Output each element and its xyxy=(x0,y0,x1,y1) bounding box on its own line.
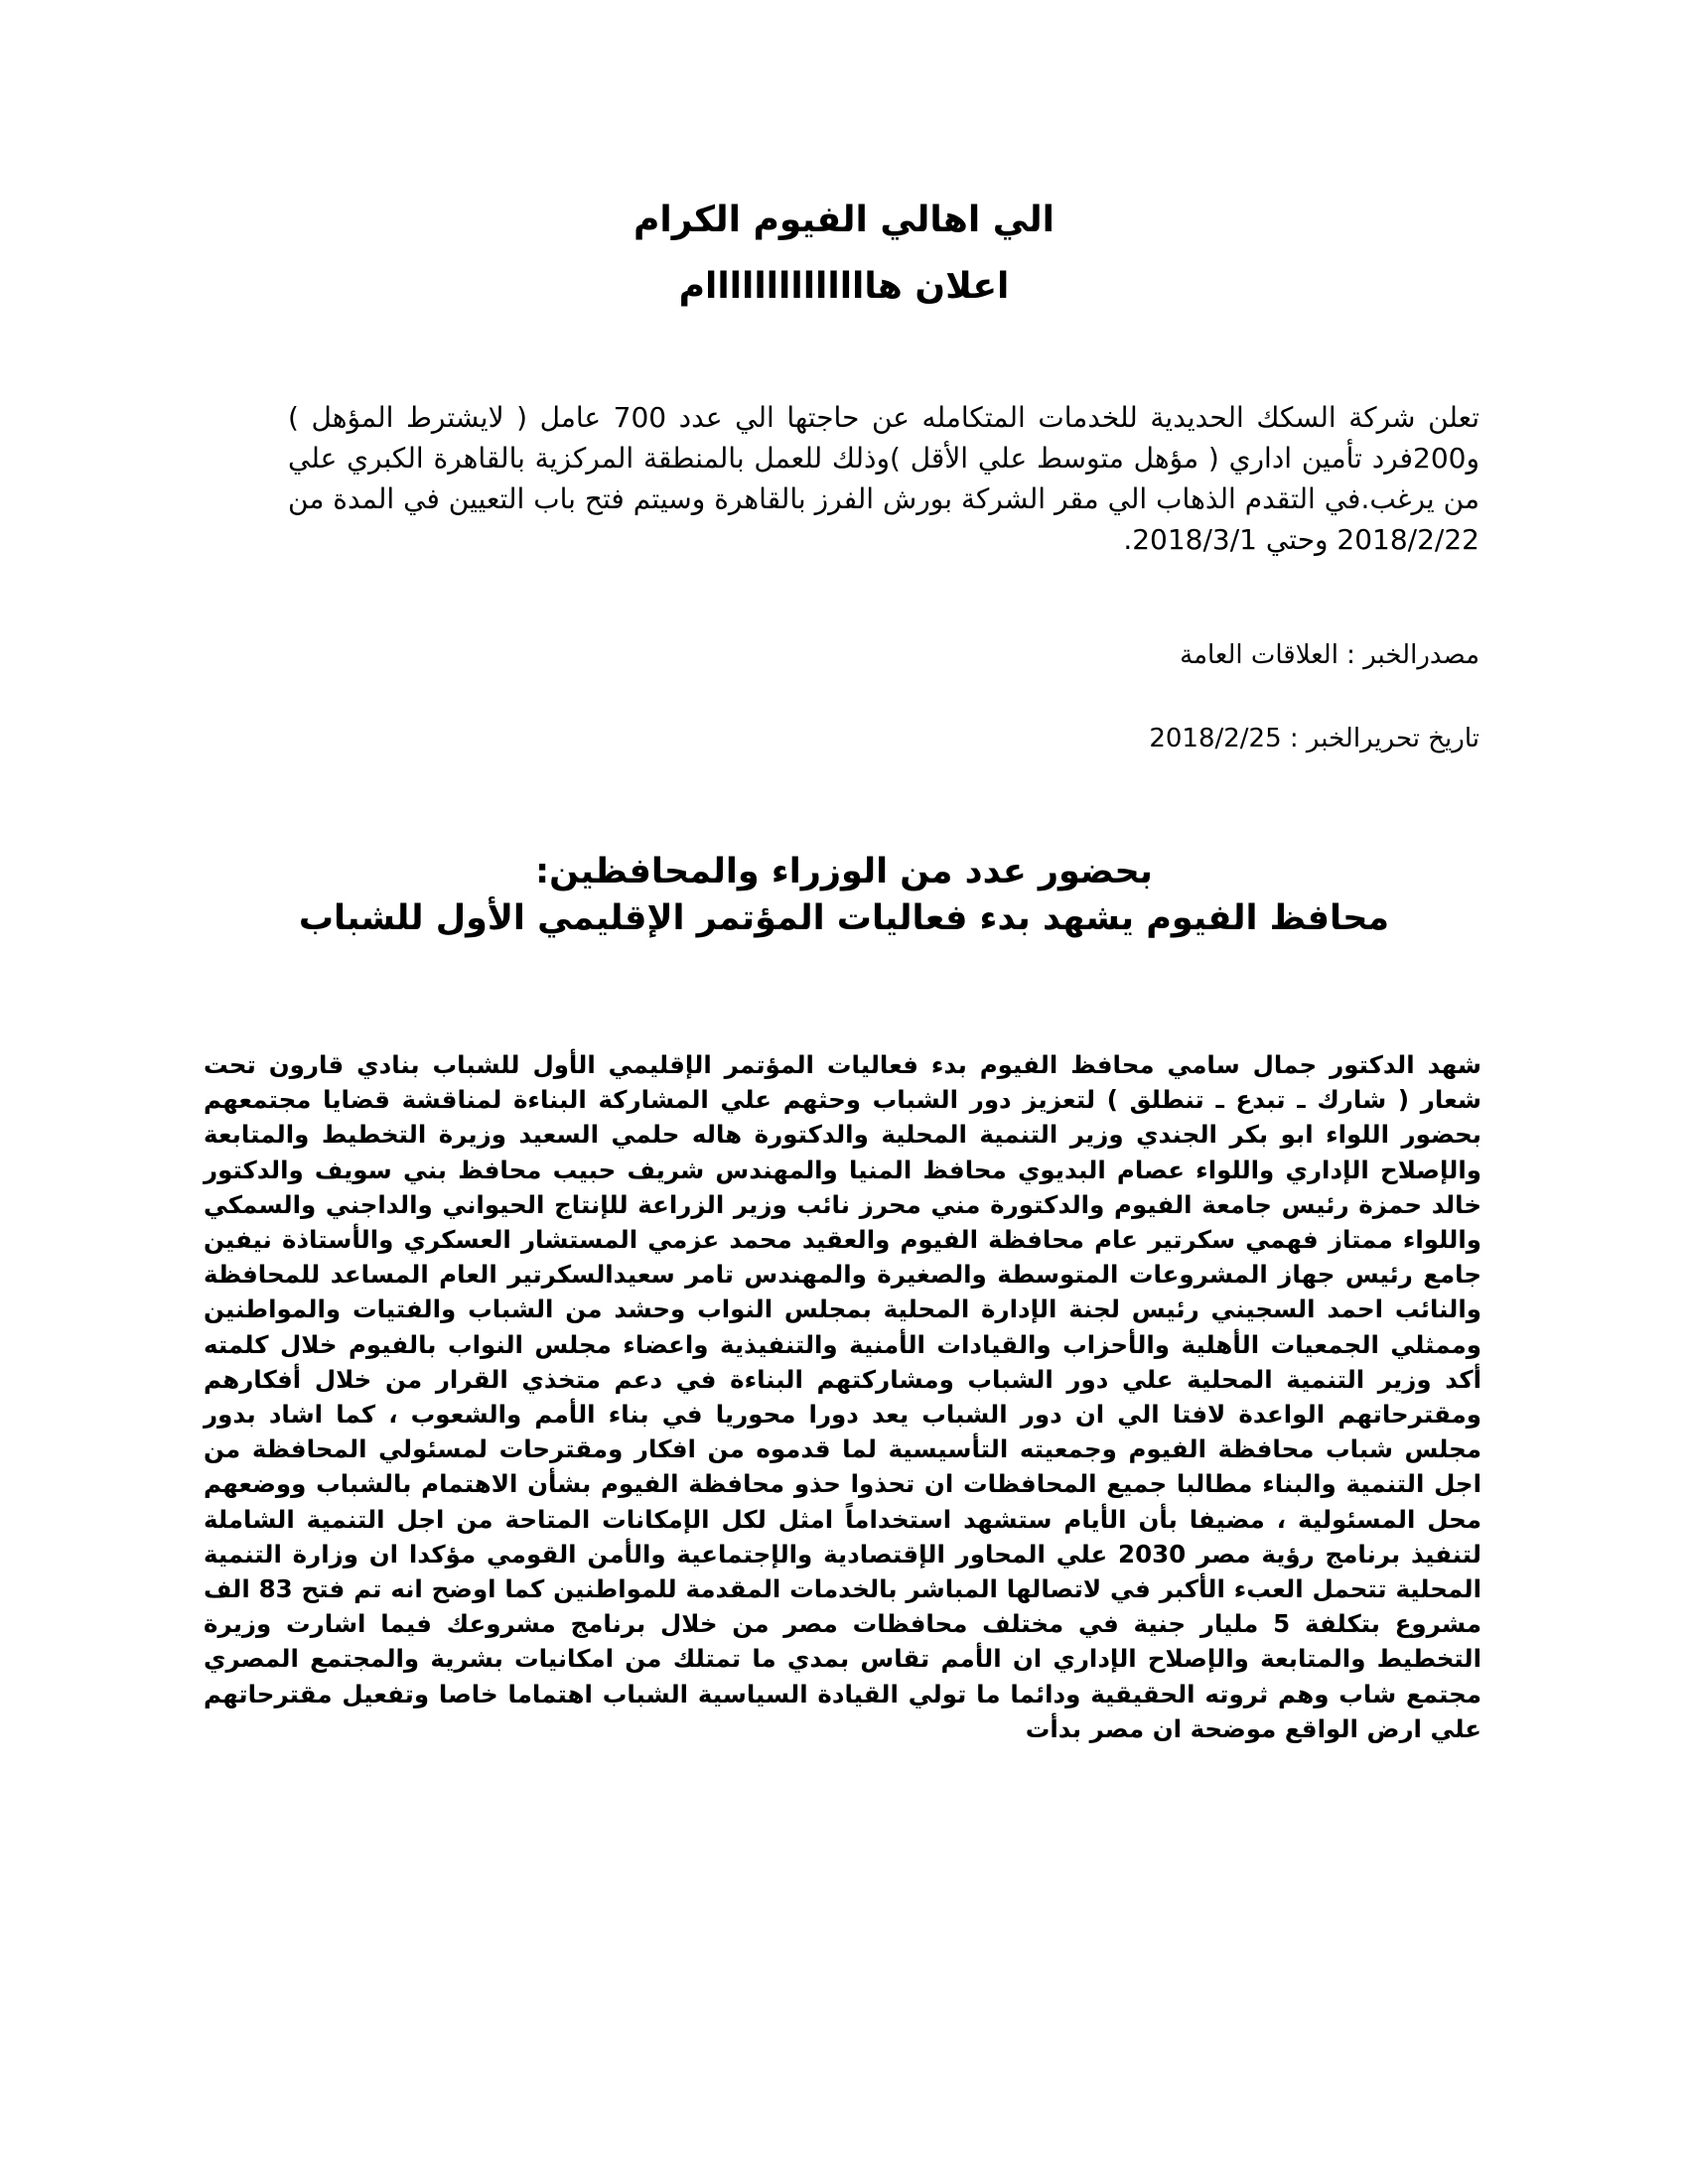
article-headline-line1: بحضور عدد من الوزراء والمحافظين: xyxy=(535,852,1153,891)
news-date: تاريخ تحريرالخبر : 2018/2/25 xyxy=(1149,724,1479,753)
article-headline xyxy=(0,849,1688,942)
announcement-title-line2: اعلان هاااااااااااااام xyxy=(678,266,1010,307)
article-body: شهد الدكتور جمال سامي محافظ الفيوم بدء فعاليات المؤتمر الإقليمي الأول للشباب بنادي قارون تحت شعار ( شارك ـ تبدع ـ تنطلق ) لتعزيز دور الشباب وحثهم علي المشاركة البناءة لمناقشة قضايا مجتمعهم بحضور اللواء ابو بكر الجندي وزير التنمية المحلية والدكتورة هاله حلمي السعيد وزيرة التخطيط والمتابعة والإصلاح الإداري واللواء عصام البديوي محافظ المنيا والمهندس شريف حبيب محافظ بني سويف والدكتور خالد حمزة رئيس جامعة الفيوم والدكتورة مني محرز نائب وزير الزراعة للإنتاج الحيواني والداجني والسمكي واللواء ممتاز فهمي سكرتير عام محافظة الفيوم والعقيد محمد عزمي المستشار العسكري والأستاذة نيفين جامع رئيس جهاز المشروعات المتوسطة والصغيرة والمهندس تامر سعيدالسكرتير العام المساعد للمحافظة والنائب احمد السجيني رئيس لجنة الإدارة المحلية بمجلس النواب وحشد من الشباب والفتيات والمواطنين وممثلي الجمعيات الأهلية والأحزاب والقيادات الأمنية والتنفيذية واعضاء مجلس النواب بالفيوم خلال كلمته أكد وزير التنمية المحلية علي دور الشباب ومشاركتهم البناءة في دعم متخذي القرار من خلال أفكارهم ومقترحاتهم الواعدة لافتا الي ان دور الشباب يعد دورا محوريا في بناء الأمم والشعوب ، كما اشاد بدور مجلس شباب محافظة الفيوم وجمعيته التأسيسية لما قدموه من افكار ومقترحات لمسئولي المحافظة من اجل التنمية والبناء مطالبا جميع المحافظات ان تحذوا حذو محافظة الفيوم بشأن الاهتمام بالشباب ووضعهم محل المسئولية ، مضيفا بأن الأيام ستشهد استخداماً امثل لكل الإمكانات المتاحة من اجل التنمية الشاملة لتنفيذ برنامج رؤية مصر 2030 علي المحاور الإقتصادية والإجتماعية والأمن القومي مؤكدا ان وزارة التنمية المحلية تتحمل العبء الأكبر في لاتصالها المباشر بالخدمات المقدمة للمواطنين كما اوضح انه تم فتح 83 الف مشروع بتكلفة 5 مليار جنية في مختلف محافظات مصر من خلال برنامج مشروعك فيما اشارت وزيرة التخطيط والمتابعة والإصلاح الإداري ان الأمم تقاس بمدي ما تمتلك من امكانيات بشرية والمجتمع المصري مجتمع شاب وهم ثروته الحقيقية ودائما ما تولي القيادة السياسية الشباب اهتماما خاصا وتفعيل مقترحاتهم علي ارض الواقع موضحة ان مصر بدأت xyxy=(204,1050,1481,1743)
announcement-title-line1: الي اهالي الفيوم الكرام xyxy=(633,200,1055,240)
article-headline-line2: محافظ الفيوم يشهد بدء فعاليات المؤتمر الإقليمي الأول للشباب xyxy=(298,898,1390,938)
news-source: مصدرالخبر : العلاقات العامة xyxy=(1180,640,1479,670)
announcement-paragraph: تعلن شركة السكك الحديدية للخدمات المتكامله عن حاجتها الي عدد 700 عامل ( لايشترط المؤهل ) و200فرد تأمين اداري ( مؤهل متوسط علي الأقل )وذلك للعمل بالمنطقة المركزية بالقاهرة الكبري علي من يرغب.في التقدم الذهاب الي مقر الشركة بورش الفرز بالقاهرة وسيتم فتح باب التعيين في المدة من 2018/2/22 وحتي 2018/3/1. xyxy=(288,401,1479,556)
